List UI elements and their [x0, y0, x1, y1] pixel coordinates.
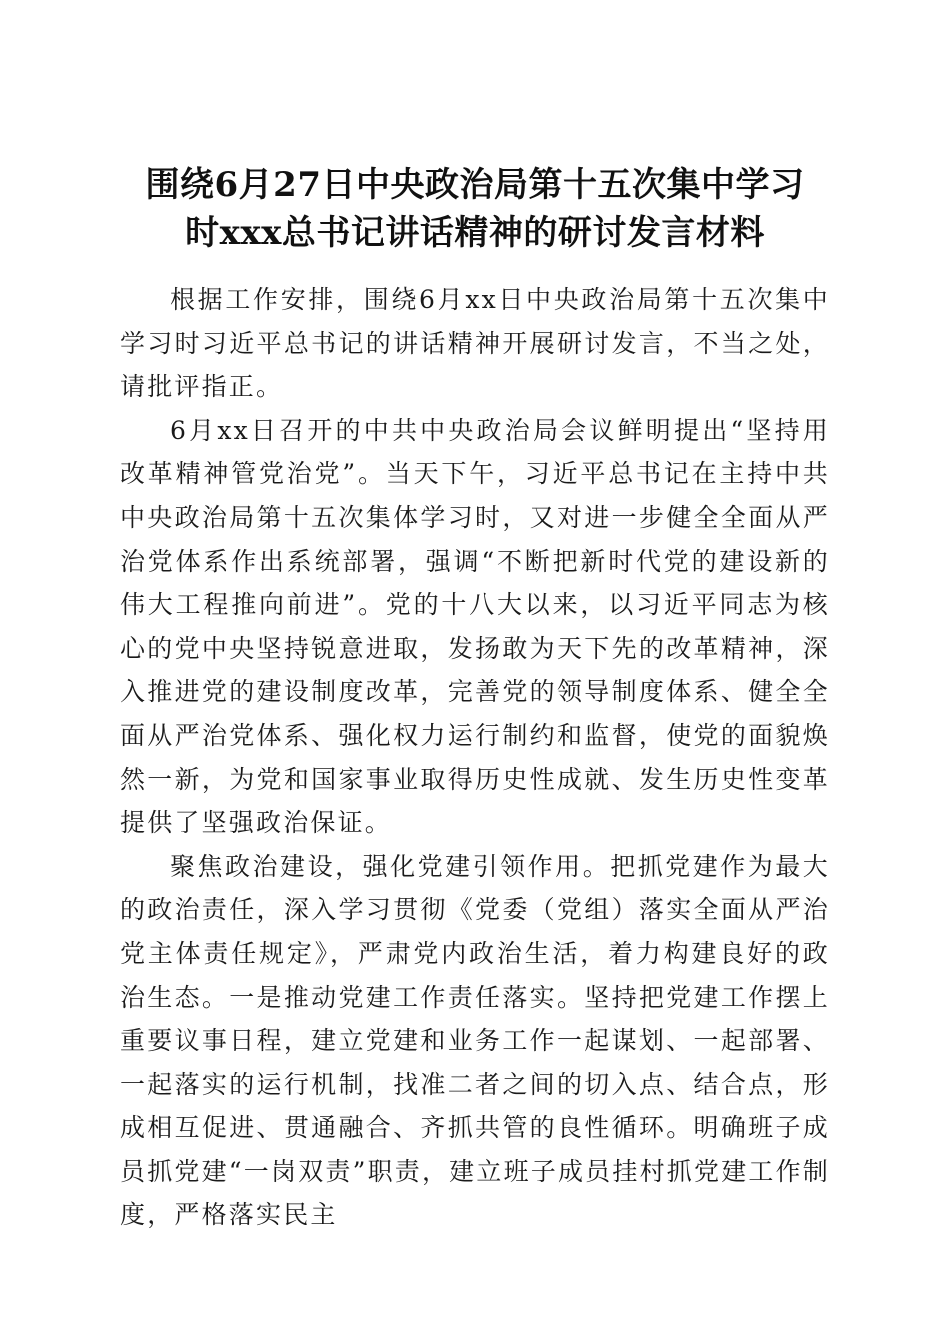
title-line-1: 围绕6月27日中央政治局第十五次集中学习: [145, 164, 805, 205]
paragraph-intro: 根据工作安排，围绕6月xx日中央政治局第十五次集中学习时习近平总书记的讲话精神开展研讨发言，不当之处，请批评指正。: [120, 285, 830, 402]
paragraph-political-building: 聚焦政治建设，强化党建引领作用。把抓党建作为最大的政治责任，深入学习贯彻《党委（党组）落实全面从严治党主体责任规定》，严肃党内政治生活，着力构建良好的政治生态。一是推动党建工作责任落实。坚持把党建工作摆上重要议事日程，建立党建和业务工作一起谋划、一起部署、一起落实的运行机制，找准二者之间的切入点、结合点，形成相互促进、贯通融合、齐抓共管的良性循环。明确班子成员抓党建“一岗双责”职责，建立班子成员挂村抓党建工作制度，严格落实民主: [120, 851, 830, 1230]
paragraph-background: 6月xx日召开的中共中央政治局会议鲜明提出“坚持用改革精神管党治党”。当天下午，习近平总书记在主持中共中央政治局第十五次集体学习时，又对进一步健全全面从严治党体系作出系统部署，强调“不断把新时代党的建设新的伟大工程推向前进”。党的十八大以来，以习近平同志为核心的党中央坚持锐意进取，发扬敢为天下先的改革精神，深入推进党的建设制度改革，完善党的领导制度体系、健全全面从严治党体系、强化权力运行制约和监督，使党的面貌焕然一新，为党和国家事业取得历史性成就、发生历史性变革提供了坚强政治保证。: [120, 415, 830, 838]
title-line-2: 时xxx总书记讲话精神的研讨发言材料: [185, 212, 765, 253]
document-title: [100, 161, 850, 257]
document-body: [120, 278, 830, 1237]
